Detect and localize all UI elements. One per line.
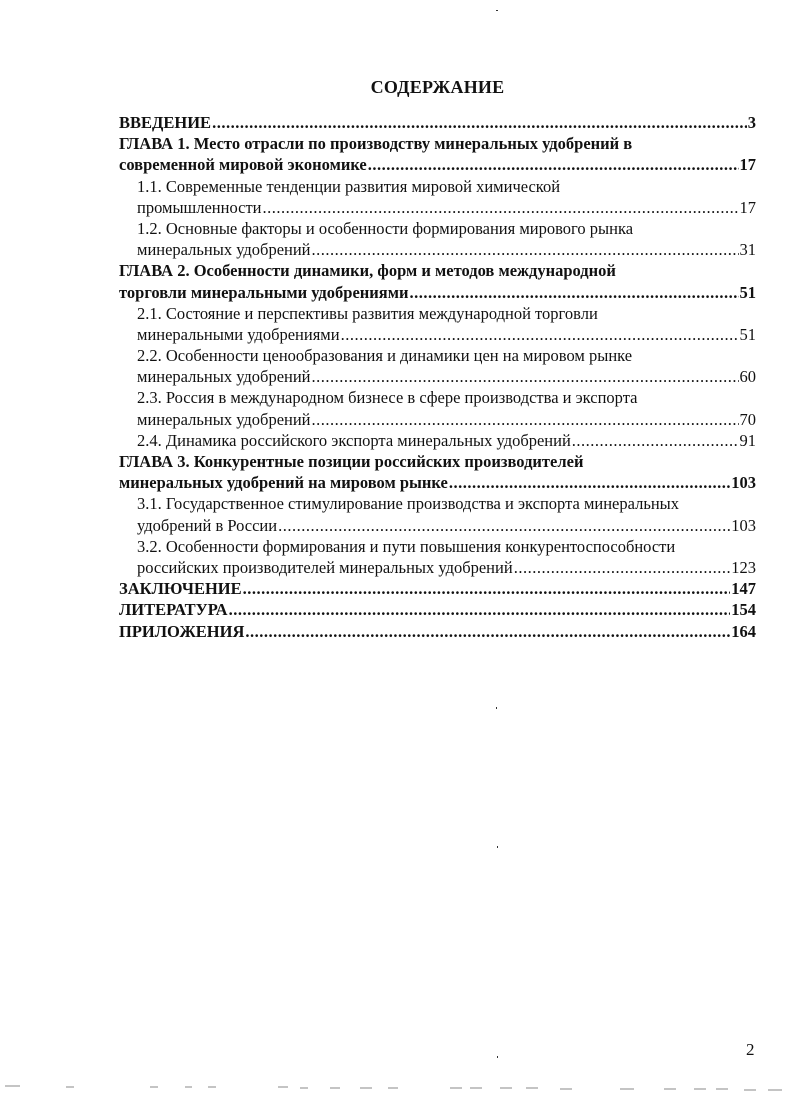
toc-entry-text: ГЛАВА 1. Место отрасли по производству минеральных удобрений в <box>119 134 633 154</box>
toc-entry-text: минеральных удобрений <box>137 367 311 387</box>
toc-page-number: 70 <box>739 409 756 429</box>
toc-page-number: 60 <box>739 367 756 387</box>
toc-entry-text: 2.2. Особенности ценообразования и динамики цен на мировом рынке <box>137 346 633 366</box>
toc-entry-text: ВВЕДЕНИЕ <box>119 113 212 132</box>
toc-entry-text: 2.1. Состояние и перспективы развития международной торговли <box>137 303 598 323</box>
toc-page-number: 91 <box>739 430 756 450</box>
toc-page-number: 17 <box>739 197 756 217</box>
toc-entry-text: 1.2. Основные факторы и особенности формирования мирового рынка <box>137 218 634 238</box>
toc-page-number: 51 <box>739 324 756 344</box>
toc-entry-text: удобрений в России <box>137 515 278 535</box>
toc-entry-text: 2.4. Динамика российского экспорта минеральных удобрений <box>137 430 571 450</box>
toc-page-number: 123 <box>731 557 756 577</box>
toc-page-number: 17 <box>739 155 756 175</box>
toc-entry-text: минеральных удобрений <box>137 409 311 429</box>
toc-entry-text: ГЛАВА 3. Конкурентные позиции российских производителей <box>119 452 584 471</box>
toc-page-number: 103 <box>731 515 756 535</box>
page-title: СОДЕРЖАНИЕ <box>370 77 505 97</box>
toc-entry-text: 3.1. Государственное стимулирование производства и экспорта минеральных <box>137 494 680 514</box>
toc-entry-text: торговли минеральными удобрениями <box>119 282 409 302</box>
toc-page-number: 3 <box>747 113 756 132</box>
toc-page-number: 164 <box>731 621 756 641</box>
toc-page-number: 31 <box>739 240 756 260</box>
toc-entry-text: минеральных удобрений на мировом рынке <box>119 473 448 493</box>
toc-entry-text: минеральных удобрений <box>137 240 311 260</box>
toc-entry-text: ПРИЛОЖЕНИЯ <box>119 621 245 641</box>
toc-entry-text: ЗАКЛЮЧЕНИЕ <box>119 579 242 599</box>
toc-page-number: 51 <box>739 282 756 302</box>
toc-entry-text: современной мировой экономике <box>119 155 367 175</box>
toc-entry-text: 3.2. Особенности формирования и пути повышения конкурентоспособности <box>137 536 676 556</box>
toc-page-number: 147 <box>731 579 756 599</box>
toc-entry-text: 1.1. Современные тенденции развития мировой химической <box>137 176 561 196</box>
toc-entry-text: промышленности <box>137 197 262 217</box>
toc-page-number: 103 <box>731 473 756 493</box>
toc-entry-text: российских производителей минеральных удобрений <box>137 557 513 577</box>
toc-page-number: 154 <box>731 600 756 620</box>
toc-entry-text: 2.3. Россия в международном бизнесе в сфере производства и экспорта <box>137 388 638 408</box>
toc-entry-text: минеральными удобрениями <box>137 324 340 344</box>
page-number: 2 <box>746 1040 755 1059</box>
toc-entry-text: ГЛАВА 2. Особенности динамики, форм и методов международной <box>119 261 616 281</box>
toc-entry-text: ЛИТЕРАТУРА <box>119 600 228 620</box>
